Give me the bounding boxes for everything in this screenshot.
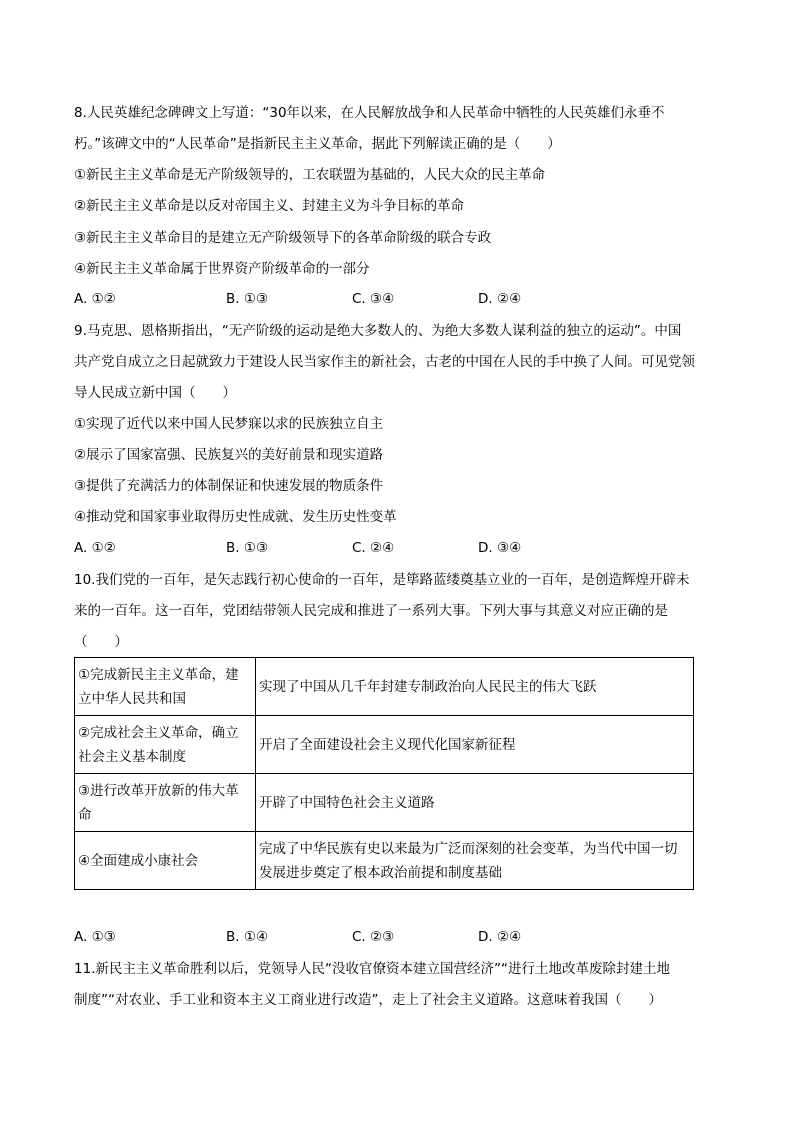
q9-stem-line-1: 9.马克思、恩格斯指出，“无产阶级的运动是绝大多数人的、为绝大多数人谋利益的独立的运动”。中国 [74, 323, 682, 339]
q9-statement-3: ③提供了充满活力的体制保证和快速发展的物质条件 [74, 478, 384, 494]
table-row [75, 658, 694, 716]
q8-stem-line-2: 朽。”该碑文中的“人民革命”是指新民主主义革命，据此下列解读正确的是（ ） [74, 136, 561, 152]
q9-option-b[interactable]: B. ①③ [226, 540, 269, 556]
q9-option-d[interactable]: D. ③④ [478, 540, 522, 556]
q10-stem-line-3: （ ） [74, 634, 128, 650]
q8-option-a[interactable]: A. ①② [74, 291, 116, 307]
q8-stem-line-1: 8.人民英雄纪念碑碑文上写道：“30年以来，在人民解放战争和人民革命中牺牲的人民英雄们永垂不 [74, 105, 665, 121]
q8-statement-1: ①新民主主义革命是无产阶级领导的，工农联盟为基础的，人民大众的民主革命 [74, 167, 546, 183]
table-row [75, 716, 694, 774]
table-row [75, 832, 694, 890]
event-cell: ②完成社会主义革命，确立社会主义基本制度 [75, 716, 256, 774]
q10-option-a[interactable]: A. ①③ [74, 929, 116, 945]
q11-stem-line-1: 11.新民主主义革命胜利以后，党领导人民“没收官僚资本建立国营经济”“进行土地改革废除封建土地 [74, 961, 670, 977]
q9-stem-line-3: 导人民成立新中国（ ） [74, 385, 236, 401]
meaning-cell: 开启了全面建设社会主义现代化国家新征程 [256, 716, 694, 774]
q10-table [74, 657, 694, 890]
event-cell: ③进行改革开放新的伟大革命 [75, 774, 256, 832]
meaning-cell: 完成了中华民族有史以来最为广泛而深刻的社会变革，为当代中国一切发展进步奠定了根本政治前提和制度基础 [256, 832, 694, 890]
q9-option-c[interactable]: C. ②④ [352, 540, 395, 556]
table-row [75, 774, 694, 832]
q8-statement-2: ②新民主主义革命是以反对帝国主义、封建主义为斗争目标的革命 [74, 198, 465, 214]
q8-option-b[interactable]: B. ①③ [226, 291, 269, 307]
q10-stem-line-1: 10.我们党的一百年，是矢志践行初心使命的一百年，是筚路蓝缕奠基立业的一百年，是创造辉煌开辟未 [74, 572, 690, 588]
q10-option-c[interactable]: C. ②③ [352, 929, 395, 945]
q9-option-a[interactable]: A. ①② [74, 540, 116, 556]
q9-statement-4: ④推动党和国家事业取得历史性成就、发生历史性变革 [74, 509, 397, 525]
q8-option-d[interactable]: D. ②④ [478, 291, 522, 307]
q9-statement-1: ①实现了近代以来中国人民梦寐以求的民族独立自主 [74, 416, 384, 432]
q9-options [74, 539, 734, 557]
q9-statement-2: ②展示了国家富强、民族复兴的美好前景和现实道路 [74, 447, 384, 463]
meaning-cell: 实现了中国从几千年封建专制政治向人民民主的伟大飞跃 [256, 658, 694, 716]
meaning-cell: 开辟了中国特色社会主义道路 [256, 774, 694, 832]
event-cell: ④全面建成小康社会 [75, 832, 256, 890]
q11-stem-line-2: 制度”“对农业、手工业和资本主义工商业进行改造”，走上了社会主义道路。这意味着我国（ ） [74, 992, 662, 1008]
q8-statement-4: ④新民主主义革命属于世界资产阶级革命的一部分 [74, 261, 370, 277]
q10-stem-line-2: 来的一百年。这一百年，党团结带领人民完成和推进了一系列大事。下列大事与其意义对应正确的是 [74, 603, 668, 619]
q8-statement-3: ③新民主主义革命目的是建立无产阶级领导下的各革命阶级的联合专政 [74, 230, 492, 246]
q8-options [74, 290, 734, 308]
q10-options [74, 928, 734, 946]
q8-option-c[interactable]: C. ③④ [352, 291, 395, 307]
q9-stem-line-2: 共产党自成立之日起就致力于建设人民当家作主的新社会，古老的中国在人民的手中换了人间。可见党领 [74, 354, 695, 370]
q10-option-b[interactable]: B. ①④ [226, 929, 269, 945]
event-cell: ①完成新民主主义革命，建立中华人民共和国 [75, 658, 256, 716]
q10-option-d[interactable]: D. ②④ [478, 929, 522, 945]
